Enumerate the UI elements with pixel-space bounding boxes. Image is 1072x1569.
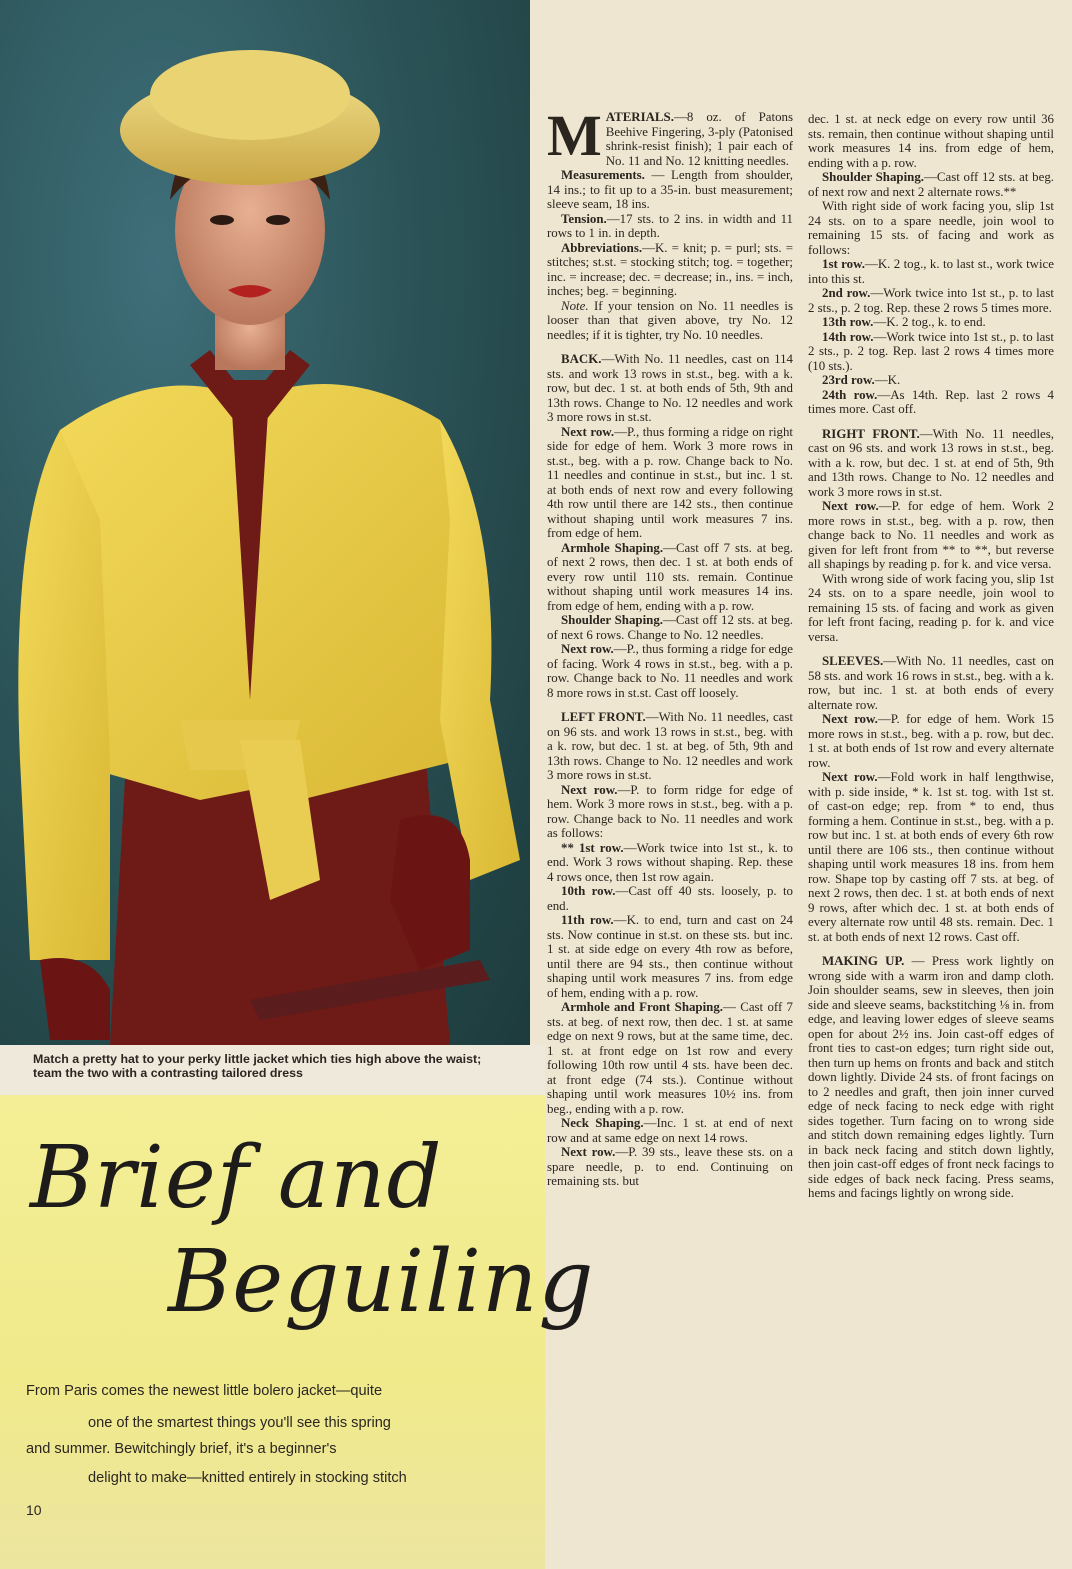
drop-cap: M [547,110,602,168]
neck-para: Neck Shaping.—Inc. 1 st. at end of next row and at same edge on next 14 rows. [547,1116,793,1145]
first-row-para: ** 1st row.—Work twice into 1st st., k. to end. Work 3 rows without shaping. Rep. these 4 rows once, then 1st row again. [547,840,793,884]
tenth-row-para: 10th row.—Cast off 40 sts. loosely, p. to end. [547,884,793,913]
sleeves-para: SLEEVES.—With No. 11 needles, cast on 58 sts. and work 16 rows in st.st., beg. with a k. row, but inc. 1 st. at both ends of every alternate row. [808,654,1054,712]
page-number: 10 [26,1502,42,1518]
eleventh-row-para: 11th row.—K. to end, turn and cast on 24 sts. Now continue in st.st. on these sts. but inc. 1 st. at side edge on every 4th row as before, until there are 94 sts., then continue without shaping until work measures 7 ins. from edge of hem, ending with a p. row. [547,913,793,1000]
facing-para: With right side of work facing you, slip 1st 24 sts. on to a spare needle, join wool to remaining 15 sts. of facing and work as follows: [808,199,1054,257]
left-next-row-para: Next row.—P. to form ridge for edge of hem. Work 3 more rows in st.st., beg. with a p. row. Change back to No. 11 needles and work as follows: [547,782,793,840]
row1-para: 1st row.—K. 2 tog., k. to last st., work twice into this st. [808,257,1054,286]
row23-para: 23rd row.—K. [822,373,901,387]
facing-next-row-para: Next row.—P., thus forming a ridge for edge of facing. Work 4 rows in st.st., beg. with a p. row. Change back to No. 11 needles and work 8 more rows in st.st. Cast off loosely. [547,642,793,700]
continued-para: dec. 1 st. at neck edge on every row until 36 sts. remain, then continue without shaping until work measures 14 ins. from edge of hem, ending with a p. row. [808,112,1054,170]
row24-para: 24th row.—As 14th. Rep. last 2 rows 4 times more. Cast off. [808,387,1054,416]
wrong-side-para: With wrong side of work facing you, slip 1st 24 sts. on to a spare needle, join wool to remaining 15 sts. of facing and work as given for left front facing, reading p. for k. and vice versa. [808,571,1054,644]
back-para: BACK.—With No. 11 needles, cast on 114 sts. and work 13 rows in st.st., beg. with a k. row, but dec. 1 st. at both ends of 5th, 9th and 13th rows. Change to No. 12 needles and work 3 more rows in st.st. [547,352,793,424]
intro-line-1: From Paris comes the newest little bolero jacket—quite [26,1383,383,1399]
left-front-para: LEFT FRONT.—With No. 11 needles, cast on 96 sts. and work 13 rows in st.st., beg. with a k. row, but dec. 1 st. at beg. of 5th, 9th and 13th rows. Change to No. 12 needles and work 3 more rows in st.st. [547,710,793,782]
shoulder-para: Shoulder Shaping.—Cast off 12 sts. at beg. of next 6 rows. Change to No. 12 needles. [547,613,793,642]
model-illustration [0,0,530,1045]
armhole-para: Armhole Shaping.—Cast off 7 sts. at beg. of next 2 rows, then dec. 1 st. at both ends of every row until 110 sts. remain. Continue without shaping until work measures 14 ins. from edge of hem, ending with a p. row. [547,540,793,613]
making-up-para: MAKING UP. — Press work lightly on wrong side with a warm iron and damp cloth. Join shoulder seams, sew in sleeves, then join side and sleeve seams, backstitching ⅛ in. from edge, and leaving lower edges of sleeve seams open for about 2½ ins. Join cast-off edges of front ties to cast-on edges; turn right side out, then turn up hems on fronts and back and stitch down lightly. Divide 24 sts. of front facings on to 2 needles and graft, then join inner curved edge of neck facing to neck edge with right sides together. Turn facing on to wrong side and stitch down remaining edges lightly. Turn in back neck facing and stitch down lightly, then join cast-off edges of front neck facings to side edges of back neck facing. Press seams, hems and facings lightly on wrong side. [808,954,1054,1200]
measurements-para: Measurements. — Length from shoulder, 14 ins.; to fit up to a 35-in. bust measurement; sleeve seam, 18 ins. [547,168,793,211]
title-line-2: Beguiling [168,1232,595,1332]
intro-line-3: and summer. Bewitchingly brief, it's a beginner's [26,1441,337,1457]
armhole-front-para: Armhole and Front Shaping.— Cast off 7 sts. at beg. of next row, then dec. 1 st. at same edge on next 9 rows, but at the same time, dec. 1 st. at front edge on 1st row and every following 10th row until 4 sts. have been dec. at front edge (74 sts.). Continue without shaping until work measures 10½ ins. from beg., ending with a p. row. [547,1000,793,1116]
photo-caption: Match a pretty hat to your perky little jacket which ties high above the waist; team the two with a contrasting tailored dress [33,1052,482,1080]
sleeve-next-row-1-para: Next row.—P. for edge of hem. Work 15 more rows in st.st., beg. with a p. row, but dec. 1 st. at both ends of 1st row and every alternate row. [808,712,1054,770]
note-para: Note. If your tension on No. 11 needles is looser than that given above, try No. 12 needles; if it is tighter, try No. 10 needles. [547,298,793,342]
intro-line-4: delight to make—knitted entirely in stocking stitch [88,1470,407,1486]
right-next-row-para: Next row.—P. for edge of hem. Work 2 more rows in st.st., beg. with a p. row, then change back to No. 11 needles and work as given for left front from ** to **, but reverse all shapings by reading p. for k. and vice versa. [808,499,1054,571]
abbreviations-para: Abbreviations.—K. = knit; p. = purl; sts. = stitches; st.st. = stocking stitch; tog. = together; inc. = increase; dec. = decrease; in., ins. = inch, inches; beg. = beginning. [547,240,793,298]
row2-para: 2nd row.—Work twice into 1st st., p. to last 2 sts., p. 2 tog. Rep. these 2 rows 5 times more. [808,286,1054,315]
right-front-para: RIGHT FRONT.—With No. 11 needles, cast on 96 sts. and work 13 rows in st.st., beg. with a k. row, but dec. 1 st. at end of 5th, 9th and 13th rows. Change to No. 12 needles and work 3 more rows in st.st. [808,426,1054,499]
title-line-1: Brief and [30,1128,443,1228]
right-shoulder-para: Shoulder Shaping.—Cast off 12 sts. at beg. of next row and next 2 alternate rows.** [808,170,1054,199]
row14-para: 14th row.—Work twice into 1st st., p. to last 2 sts., p. 2 tog. Rep. last 2 rows 4 times more (10 sts.). [808,329,1054,373]
back-next-row-para: Next row.—P., thus forming a ridge on right side for edge of hem. Work 3 more rows in st.st., beg. with a p. row. Change back to No. 11 needles and continue in st.st., but inc. 1 st. at both ends of next row and every following 4th row until there are 142 sts., then continue without shaping until work measures 7 ins. from edge of hem. [547,424,793,540]
sleeve-next-row-2-para: Next row.—Fold work in half lengthwise, with p. side inside, * k. 1st st. tog. with 1st st. of cast-on edge; rep. from * to end, thus forming a hem. Continue in st.st., beg. with a p. row but inc. 1 st. at both ends of every 6th row until there are 106 sts., then continue without shaping until work measures 18 ins. from hem row. Shape top by casting off 7 sts. at beg. of next 2 rows, then dec. 1 st. at both ends of next 9 rows, after which dec. 1 st. at both ends of every alternate row until 48 sts. remain. Dec. 1 st. at both ends of next 12 rows. Cast off. [808,770,1054,944]
intro-line-2: one of the smartest things you'll see this spring [88,1415,391,1431]
model-photo [0,0,530,1045]
tension-para: Tension.—17 sts. to 2 ins. in width and 11 rows to 1 in. in depth. [547,211,793,240]
row13-para: 13th row.—K. 2 tog., k. to end. [822,315,986,329]
instructions-column-1 [547,110,793,1500]
instructions-column-2 [808,112,1054,1492]
materials-para: MATERIALS.—8 oz. of Patons Beehive Fingering, 3-ply (Patonised shrink-resist finish); 1 pair each of No. 11 and No. 12 knitting needles. [547,110,793,168]
neck-next-row-para: Next row.—P. 39 sts., leave these sts. on a spare needle, p. to end. Continuing on remaining sts. but [547,1145,793,1188]
